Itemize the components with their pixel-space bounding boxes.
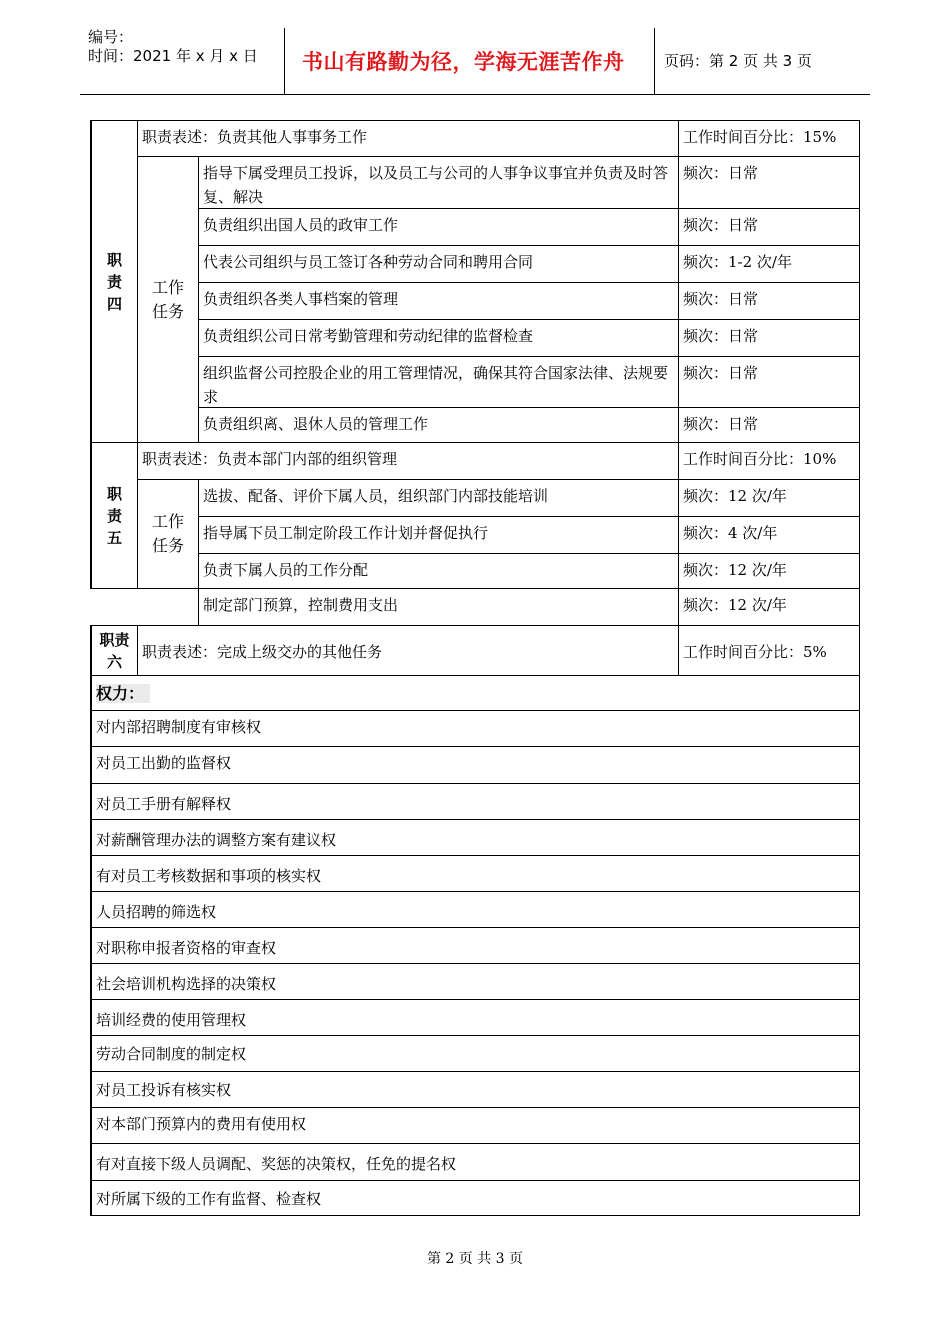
power-item: 对本部门预算内的费用有使用权 xyxy=(90,1107,860,1144)
power-item: 对内部招聘制度有审核权 xyxy=(90,710,860,747)
duty-5-task-frequency: 频次：12 次/年 xyxy=(678,553,860,589)
header-page-number: 页码：第 2 页 共 3 页 xyxy=(664,52,812,70)
duty-4-task: 负责组织离、退休人员的管理工作 xyxy=(198,407,679,443)
duty-5-label: 职 责 五 xyxy=(90,442,138,589)
duty-4-task-frequency: 频次：日常 xyxy=(678,208,860,246)
duty-4-task: 指导下属受理员工投诉，以及员工与公司的人事争议事宜并负责及时答复、解决 xyxy=(198,156,679,209)
duty-6-time-percentage: 工作时间百分比：5% xyxy=(678,625,860,676)
duty-5-description: 职责表述：负责本部门内部的组织管理 xyxy=(137,442,679,480)
page-footer: 第 2 页 共 3 页 xyxy=(426,1251,524,1267)
duty-5-task: 选拔、配备、评价下属人员，组织部门内部技能培训 xyxy=(198,479,679,517)
duty-5-task-label: 工作 任务 xyxy=(137,479,199,589)
duty-4-task: 负责组织公司日常考勤管理和劳动纪律的监督检查 xyxy=(198,319,679,357)
duty-6-label: 职责 六 xyxy=(90,625,138,676)
powers-title xyxy=(90,675,860,711)
duty-4-task-frequency: 频次：日常 xyxy=(678,319,860,357)
duty-4-task-frequency: 频次：日常 xyxy=(678,356,860,408)
power-item: 有对员工考核数据和事项的核实权 xyxy=(90,855,860,892)
duty-4-task: 代表公司组织与员工签订各种劳动合同和聘用合同 xyxy=(198,245,679,283)
duty-4-task-frequency: 频次：日常 xyxy=(678,156,860,209)
power-item: 对职称申报者资格的审查权 xyxy=(90,927,860,964)
duty-4-task: 负责组织出国人员的政审工作 xyxy=(198,208,679,246)
powers-title-text: 权力： xyxy=(96,684,150,703)
duty-4-description: 职责表述：负责其他人事事务工作 xyxy=(137,120,679,157)
duty-6-description: 职责表述：完成上级交办的其他任务 xyxy=(137,625,679,676)
power-item: 对员工出勤的监督权 xyxy=(90,746,860,784)
duty-5-task: 制定部门预算，控制费用支出 xyxy=(198,588,679,626)
duty-4-task: 负责组织各类人事档案的管理 xyxy=(198,282,679,320)
duty-5-task: 负责下属人员的工作分配 xyxy=(198,553,679,589)
power-item: 培训经费的使用管理权 xyxy=(90,999,860,1036)
duty-4-task-label: 工作 任务 xyxy=(137,156,199,443)
document-number-label: 编号： xyxy=(88,28,134,46)
duty-5-task-frequency: 频次：12 次/年 xyxy=(678,479,860,517)
duty-4-task-frequency: 频次：日常 xyxy=(678,282,860,320)
power-item: 社会培训机构选择的决策权 xyxy=(90,963,860,1000)
power-item: 人员招聘的筛选权 xyxy=(90,891,860,928)
header-divider xyxy=(654,28,655,94)
duty-4-task-frequency: 频次：日常 xyxy=(678,407,860,443)
power-item: 有对直接下级人员调配、奖惩的决策权，任免的提名权 xyxy=(90,1143,860,1181)
header-motto: 书山有路勤为径，学海无涯苦作舟 xyxy=(302,50,625,74)
duty-5-task-frequency: 频次：4 次/年 xyxy=(678,516,860,554)
power-item: 对员工手册有解释权 xyxy=(90,783,860,820)
page-header xyxy=(80,22,870,95)
header-divider xyxy=(284,28,285,94)
document-date: 时间：2021 年 x 月 x 日 xyxy=(88,47,258,65)
duty-4-time-percentage: 工作时间百分比：15% xyxy=(678,120,860,157)
power-item: 劳动合同制度的制定权 xyxy=(90,1035,860,1072)
duty-4-task-frequency: 频次：1-2 次/年 xyxy=(678,245,860,283)
duty-5-time-percentage: 工作时间百分比：10% xyxy=(678,442,860,480)
duty-4-task: 组织监督公司控股企业的用工管理情况，确保其符合国家法律、法规要求 xyxy=(198,356,679,408)
power-item: 对薪酬管理办法的调整方案有建议权 xyxy=(90,819,860,856)
duty-4-label: 职 责 四 xyxy=(90,120,138,443)
header-meta xyxy=(88,28,258,66)
power-item: 对员工投诉有核实权 xyxy=(90,1071,860,1108)
power-item: 对所属下级的工作有监督、检查权 xyxy=(90,1180,860,1216)
duty-5-task-frequency: 频次：12 次/年 xyxy=(678,588,860,626)
duty-5-task: 指导属下员工制定阶段工作计划并督促执行 xyxy=(198,516,679,554)
